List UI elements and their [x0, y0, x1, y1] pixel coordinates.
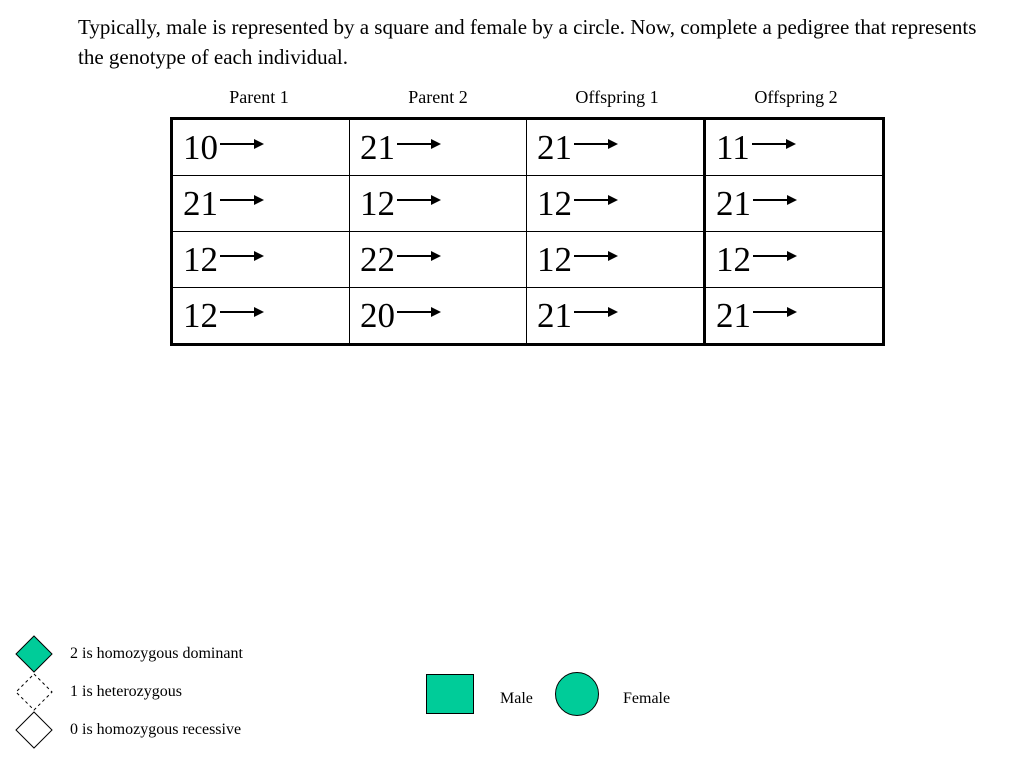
genotype-value: 21 [537, 295, 572, 335]
male-label: Male [500, 690, 533, 707]
genotype-cell [527, 232, 705, 288]
legend-label: 0 is homozygous recessive [70, 721, 242, 738]
genotype-cell [527, 288, 705, 345]
genotype-value: 11 [716, 127, 750, 167]
right-arrow-icon [753, 250, 797, 262]
right-arrow-icon [574, 306, 618, 318]
genotype-value: 12 [360, 183, 395, 223]
empty-diamond-icon [14, 710, 54, 750]
genotype-cell [705, 176, 884, 232]
right-arrow-icon [397, 306, 441, 318]
genotype-cell [350, 288, 527, 345]
genotype-cell [172, 232, 350, 288]
genotype-value: 22 [360, 239, 395, 279]
dashed-diamond-icon [14, 672, 54, 712]
instructions-text: Typically, male is represented by a square and female by a circle. Now, complete a pedigree that represents the genotype of each individual. [78, 15, 977, 69]
right-arrow-icon [397, 194, 441, 206]
right-arrow-icon [220, 194, 264, 206]
genotype-value: 12 [183, 239, 218, 279]
genotype-cell [172, 176, 350, 232]
right-arrow-icon [220, 138, 264, 150]
right-arrow-icon [753, 306, 797, 318]
legend-label: 1 is heterozygous [70, 683, 182, 700]
legend-label: 2 is homozygous dominant [70, 645, 243, 662]
right-arrow-icon [574, 250, 618, 262]
column-header-parent-1: Parent 1 [229, 87, 289, 107]
column-header-offspring-2: Offspring 2 [754, 87, 838, 107]
right-arrow-icon [397, 138, 441, 150]
genotype-value: 20 [360, 295, 395, 335]
female-circle-icon [555, 672, 599, 716]
filled-diamond-icon [14, 634, 54, 674]
genotype-cell [705, 288, 884, 345]
genotype-value: 21 [360, 127, 395, 167]
genotype-cell [705, 232, 884, 288]
genotype-cell [350, 176, 527, 232]
legend-homozygous-dominant [14, 634, 243, 674]
table-row [172, 288, 884, 345]
genotype-value: 12 [537, 239, 572, 279]
right-arrow-icon [220, 306, 264, 318]
table-row [172, 119, 884, 176]
genotype-value: 21 [537, 127, 572, 167]
genotype-value: 12 [537, 183, 572, 223]
legend-heterozygous [14, 672, 182, 712]
genotype-value: 10 [183, 127, 218, 167]
genotype-cell [350, 119, 527, 176]
genotype-value: 12 [716, 239, 751, 279]
right-arrow-icon [574, 194, 618, 206]
male-square-icon [426, 674, 474, 714]
genotype-cell [527, 119, 705, 176]
genotype-value: 12 [183, 295, 218, 335]
genotype-cell [350, 232, 527, 288]
genotype-cell [705, 119, 884, 176]
table-row [172, 232, 884, 288]
column-header-offspring-1: Offspring 1 [575, 87, 659, 107]
genotype-table [170, 117, 885, 346]
right-arrow-icon [574, 138, 618, 150]
genotype-cell [172, 119, 350, 176]
genotype-cell [527, 176, 705, 232]
right-arrow-icon [752, 138, 796, 150]
genotype-value: 21 [716, 295, 751, 335]
genotype-value: 21 [716, 183, 751, 223]
column-header-parent-2: Parent 2 [408, 87, 468, 107]
genotype-cell [172, 288, 350, 345]
right-arrow-icon [753, 194, 797, 206]
right-arrow-icon [220, 250, 264, 262]
legend-homozygous-recessive [14, 710, 241, 750]
right-arrow-icon [397, 250, 441, 262]
table-row [172, 176, 884, 232]
genotype-value: 21 [183, 183, 218, 223]
female-label: Female [623, 690, 671, 707]
